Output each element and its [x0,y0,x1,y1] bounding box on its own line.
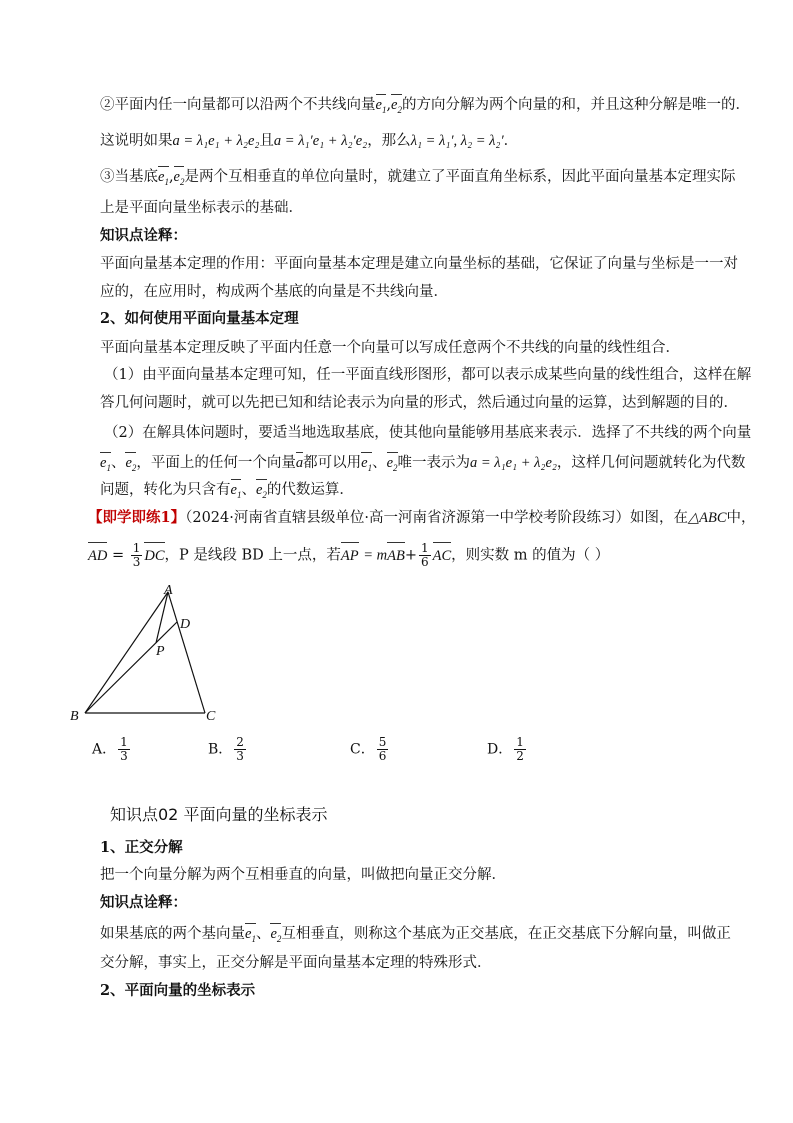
orthogonal-decomposition-title: 1、正交分解 [100,839,183,856]
section-2-line-2: （1）由平面向量基本定理可知，任一平面直线形图形，都可以表示成某些向量的线性组合，这样在解 [104,367,752,383]
knowledge-point-02-title: 知识点02 平面向量的坐标表示 [110,805,328,824]
label-b: B [70,709,79,724]
section-2-line-6: 问题，转化为只含有$e_1$、$e_2$的代数运算． [100,480,354,505]
orthogonal-decomposition-line: 把一个向量分解为两个互相垂直的向量，叫做把向量正交分解． [100,867,506,883]
section-2-line-5: $e_1$、$e_2$，平面上的任何一个向量a都可以用$e_1$、$e_2$唯一表示为a = λ₁e₁ + λ₂e₂，这样几何问题就转化为代数 [100,453,745,478]
exercise-header: 【即学即练1】（2024·河南省直辖县级单位·高一河南省济源第一中学校考阶段练习）如图，在△ABC中， [88,509,756,526]
segment-bd [85,622,177,713]
fraction-one-third: $\frac{1}{3}$ [132,541,141,569]
label-d: D [180,617,191,632]
equation-decomposition-1: a = λ₁e₁ + λ₂e₂ [172,133,260,149]
fraction-one-sixth: $\frac{1}{6}$ [420,541,429,569]
side-ac [168,592,205,713]
exercise-tag: 【即学即练1】 [88,509,186,526]
label-p: P [156,644,165,659]
vector-e2: $e_2$ [391,95,402,120]
theorem-line-3: ③当基底$e_1,e_2$是两个互相垂直的单位向量时，就建立了平面直角坐标系，因此平面向量基本定理实际 [100,167,735,192]
triangle-figure [60,580,240,725]
vector-e1: $e_1$ [376,95,387,120]
theorem-uniqueness-line: 这说明如果a = λ₁e₁ + λ₂e₂且a = λ₁′e₁ + λ₂′e₂，那么λ₁ = λ₁′, λ₂ = λ₂′． [100,133,519,149]
knowledge-note-line-1: 平面向量基本定理的作用：平面向量基本定理是建立向量坐标的基础，它保证了向量与坐标是一一对 [100,256,738,272]
label-c: C [206,709,216,724]
section-2-line-4: （2）在解具体问题时，要适当地选取基底，使其他向量能够用基底来表示．选择了不共线的两个向量 [104,425,752,441]
exercise-source: （2024·河南省直辖县级单位·高一河南省济源第一中学校考阶段练习）如图，在 [185,510,688,526]
equation-unique-representation: a = λ₁e₁ + λ₂e₂ [470,455,557,471]
label-a: A [164,583,173,598]
exercise-question: AD = $\frac{1}{3}$ DC，P 是线段 BD 上一点，若AP = mAB+ $\frac{1}{6}$ AC，则实数 m 的值为（ ） [88,541,610,569]
coordinate-representation-title: 2、平面向量的坐标表示 [100,982,256,999]
section-2-line-3: 答几何问题时，就可以先把已知和结论表示为向量的形式，然后通过向量的运算，达到解题的目的． [100,395,738,411]
section-2-line-1: 平面向量基本定理反映了平面内任意一个向量可以写成任意两个不共线的向量的线性组合． [100,340,680,356]
segment-ap [156,592,168,643]
knowledge-note-2-line-1: 如果基底的两个基向量$e_1$、$e_2$互相垂直，则称这个基底为正交基底，在正交基底下分解向量，叫做正 [100,924,731,949]
section-2-title: 2、如何使用平面向量基本定理 [100,310,299,327]
option-c[interactable]: C． $\frac{5}{6}$ [350,735,387,763]
option-a[interactable]: A． $\frac{1}{3}$ [92,735,128,763]
theorem-line-2: ②平面内任一向量都可以沿两个不共线向量$e_1,e_2$的方向分解为两个向量的和，并且这种分解是唯一的． [100,95,750,120]
option-d[interactable]: D． $\frac{1}{2}$ [487,735,524,763]
equation-coefficients: λ₁ = λ₁′, λ₂ = λ₂′ [410,133,504,149]
theorem-line-4: 上是平面向量坐标表示的基础． [100,200,303,216]
knowledge-note-line-2: 应的，在应用时，构成两个基底的向量是不共线向量． [100,284,448,300]
knowledge-note-2-line-2: 交分解，事实上，正交分解是平面向量基本定理的特殊形式． [100,955,492,971]
knowledge-note-title-2: 知识点诠释： [100,894,187,911]
equation-decomposition-2: a = λ₁′e₁ + λ₂′e₂ [273,133,368,149]
option-b[interactable]: B． $\frac{2}{3}$ [208,735,244,763]
knowledge-note-title: 知识点诠释： [100,227,187,244]
